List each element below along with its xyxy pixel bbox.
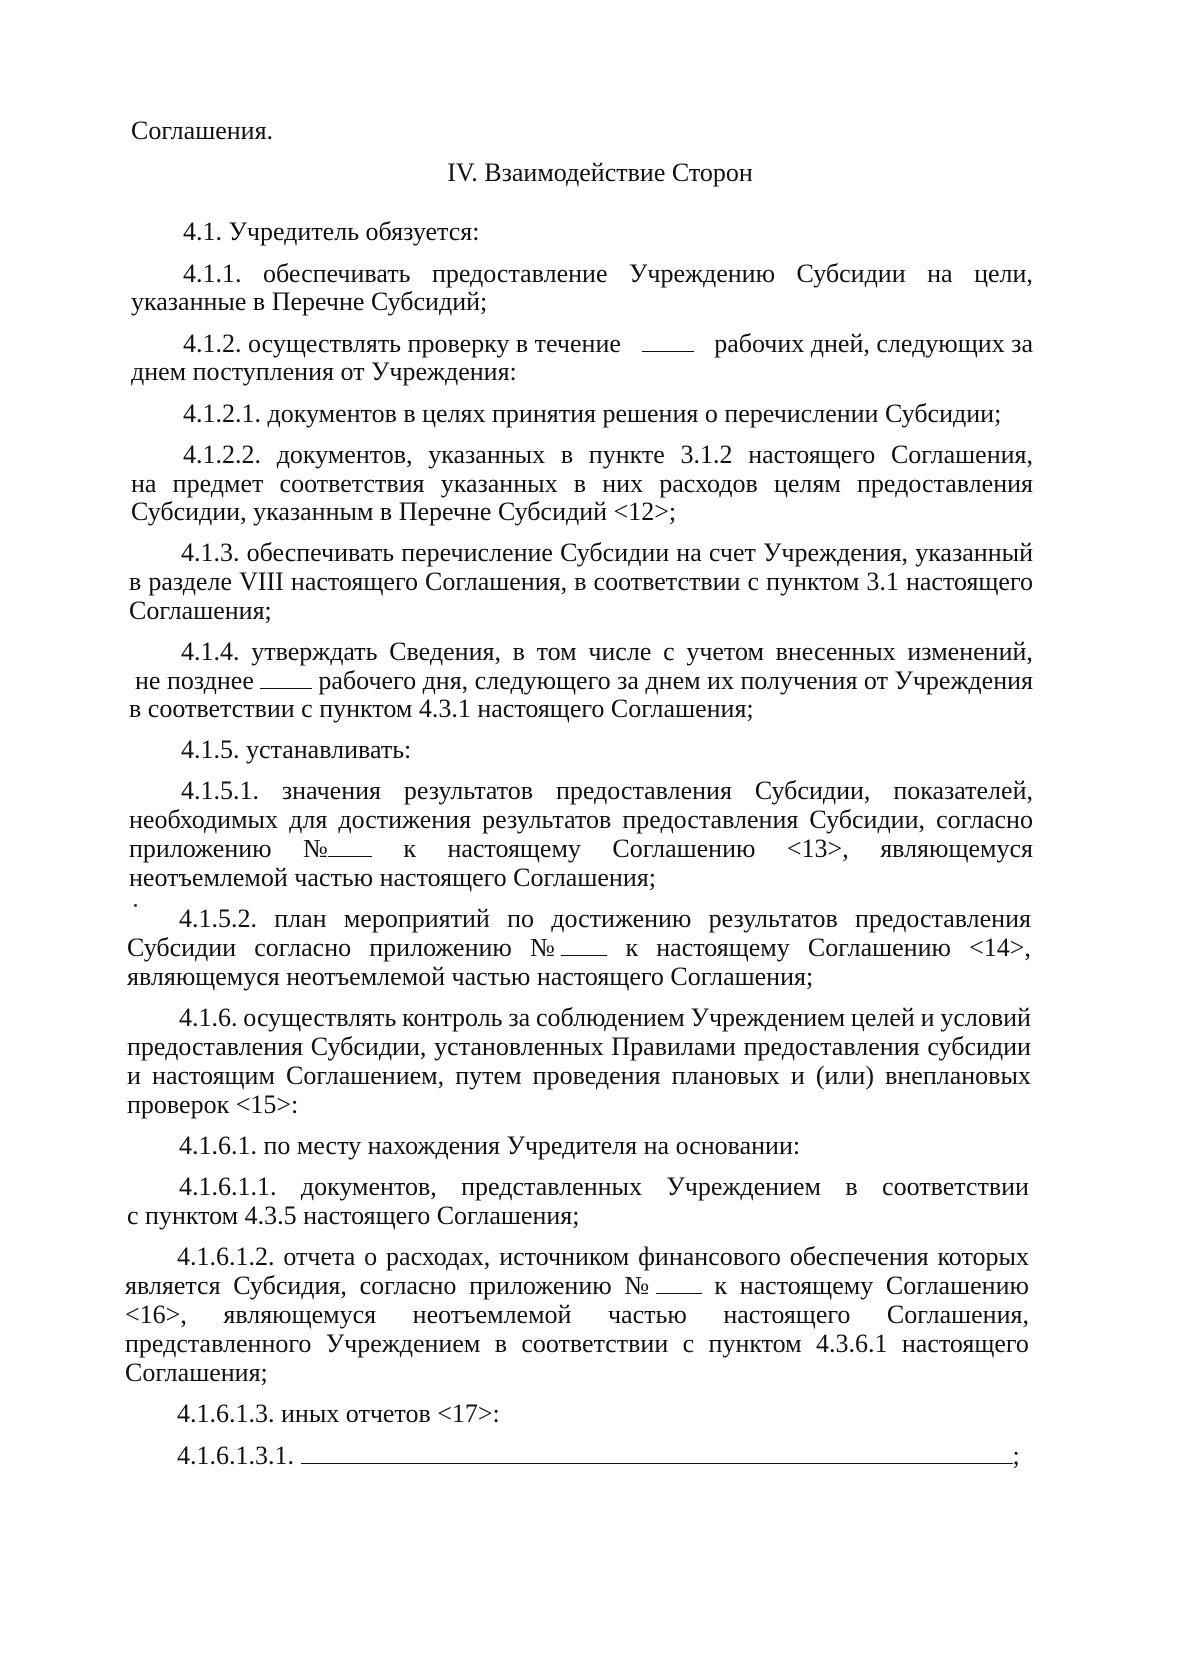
blank-line: [260, 666, 312, 689]
clause-4-1-5-1-line-3: приложению № к настоящему Соглашению <13>, являющемуся: [129, 834, 1033, 863]
blank-line: [642, 329, 694, 352]
clause-4-1-6-1: 4.1.6.1. по месту нахождения Учредителя на основании:: [179, 1131, 801, 1160]
clause-4-1-5-1-line-2: необходимых для достижения результатов предоставления Субсидии, согласно: [129, 805, 1033, 834]
fill-in-line: [301, 1441, 1013, 1464]
clause-4-1-6-1-2-line-1: 4.1.6.1.2. отчета о расходах, источником финансового обеспечения которых: [177, 1242, 1029, 1271]
clause-4-1-6-line-4: проверок <15>:: [127, 1090, 299, 1119]
clause-4-1-6-1-2-line-5: Соглашения;: [125, 1358, 268, 1387]
blank-line: [656, 1271, 702, 1294]
clause-4-1-6-line-2: предоставления Субсидии, установленных Правилами предоставления субсидии: [127, 1032, 1031, 1061]
clause-4-1-5-1-line-1: 4.1.5.1. значения результатов предоставления Субсидии, показателей,: [181, 776, 1033, 805]
clause-4-1-3-line-3: Соглашения;: [129, 596, 272, 625]
clause-4-1-4-line-3: в соответствии с пунктом 4.3.1 настоящего Соглашения;: [129, 694, 754, 723]
clause-4-1-6-line-1: 4.1.6. осуществлять контроль за соблюдением Учреждением целей и условий: [179, 1003, 1031, 1032]
clause-4-1-6-1-2-line-3: <16>, являющемуся неотъемлемой частью настоящего Соглашения,: [125, 1300, 1029, 1329]
clause-4-1-1-line-2: указанные в Перечне Субсидий;: [131, 287, 488, 316]
clause-4-1-2-2-line-1: 4.1.2.2. документов, указанных в пункте 3.1.2 настоящего Соглашения,: [183, 440, 1033, 469]
clause-4-1-5-1-line-4: неотъемлемой частью настоящего Соглашения;: [129, 863, 656, 892]
scan-speck: [134, 904, 137, 907]
clause-4-1-6-1-2-line-4: представленного Учреждением в соответствии с пунктом 4.3.6.1 настоящего: [125, 1329, 1029, 1358]
clause-4-1-6-1-3-1: 4.1.6.1.3.1. ;: [177, 1441, 1020, 1470]
clause-4-1-6-1-1-line-1: 4.1.6.1.1. документов, представленных Учреждением в соответствии: [179, 1172, 1029, 1201]
blank-line: [328, 834, 372, 857]
clause-4-1-5-2-line-1: 4.1.5.2. план мероприятий по достижению результатов предоставления: [179, 904, 1031, 933]
clause-4-1-2-2-line-3: Субсидии, указанным в Перечне Субсидий <12>;: [131, 497, 677, 526]
clause-4-1: 4.1. Учредитель обязуется:: [183, 217, 480, 246]
section-title: IV. Взаимодействие Сторон: [447, 158, 753, 187]
clause-4-1-3-line-2: в разделе VIII настоящего Соглашения, в соответствии с пунктом 3.1 настоящего: [129, 567, 1033, 596]
clause-4-1-5-2-line-2: Субсидии согласно приложению № к настоящему Соглашению <14>,: [127, 933, 1031, 962]
clause-4-1-6-1-1-line-2: с пунктом 4.3.5 настоящего Соглашения;: [127, 1201, 580, 1230]
clause-4-1-3-line-1: 4.1.3. обеспечивать перечисление Субсидии на счет Учреждения, указанный: [181, 538, 1033, 567]
clause-4-1-6-1-3: 4.1.6.1.3. иных отчетов <17>:: [177, 1399, 500, 1428]
clause-4-1-2-2-line-2: на предмет соответствия указанных в них расходов целям предоставления: [131, 469, 1033, 498]
clause-4-1-4-line-2: не позднее рабочего дня, следующего за днем их получения от Учреждения: [135, 666, 1033, 695]
blank-line: [561, 933, 607, 956]
clause-4-1-1-line-1: 4.1.1. обеспечивать предоставление Учреждению Субсидии на цели,: [183, 259, 1033, 288]
carry-over-text: Соглашения.: [131, 116, 274, 145]
clause-4-1-5: 4.1.5. устанавливать:: [181, 735, 412, 764]
clause-4-1-2-line-1: 4.1.2. осуществлять проверку в течение рабочих дней, следующих за: [183, 329, 1033, 358]
clause-4-1-2-1: 4.1.2.1. документов в целях принятия решения о перечислении Субсидии;: [183, 399, 1002, 428]
clause-4-1-5-2-line-3: являющемуся неотъемлемой частью настоящего Соглашения;: [127, 962, 814, 991]
clause-4-1-6-1-2-line-2: является Субсидия, согласно приложению № к настоящему Соглашению: [125, 1271, 1029, 1300]
clause-4-1-4-line-1: 4.1.4. утверждать Сведения, в том числе с учетом внесенных изменений,: [181, 637, 1033, 666]
clause-4-1-2-line-2: днем поступления от Учреждения:: [131, 357, 517, 386]
clause-4-1-6-line-3: и настоящим Соглашением, путем проведения плановых и (или) внеплановых: [127, 1061, 1031, 1090]
